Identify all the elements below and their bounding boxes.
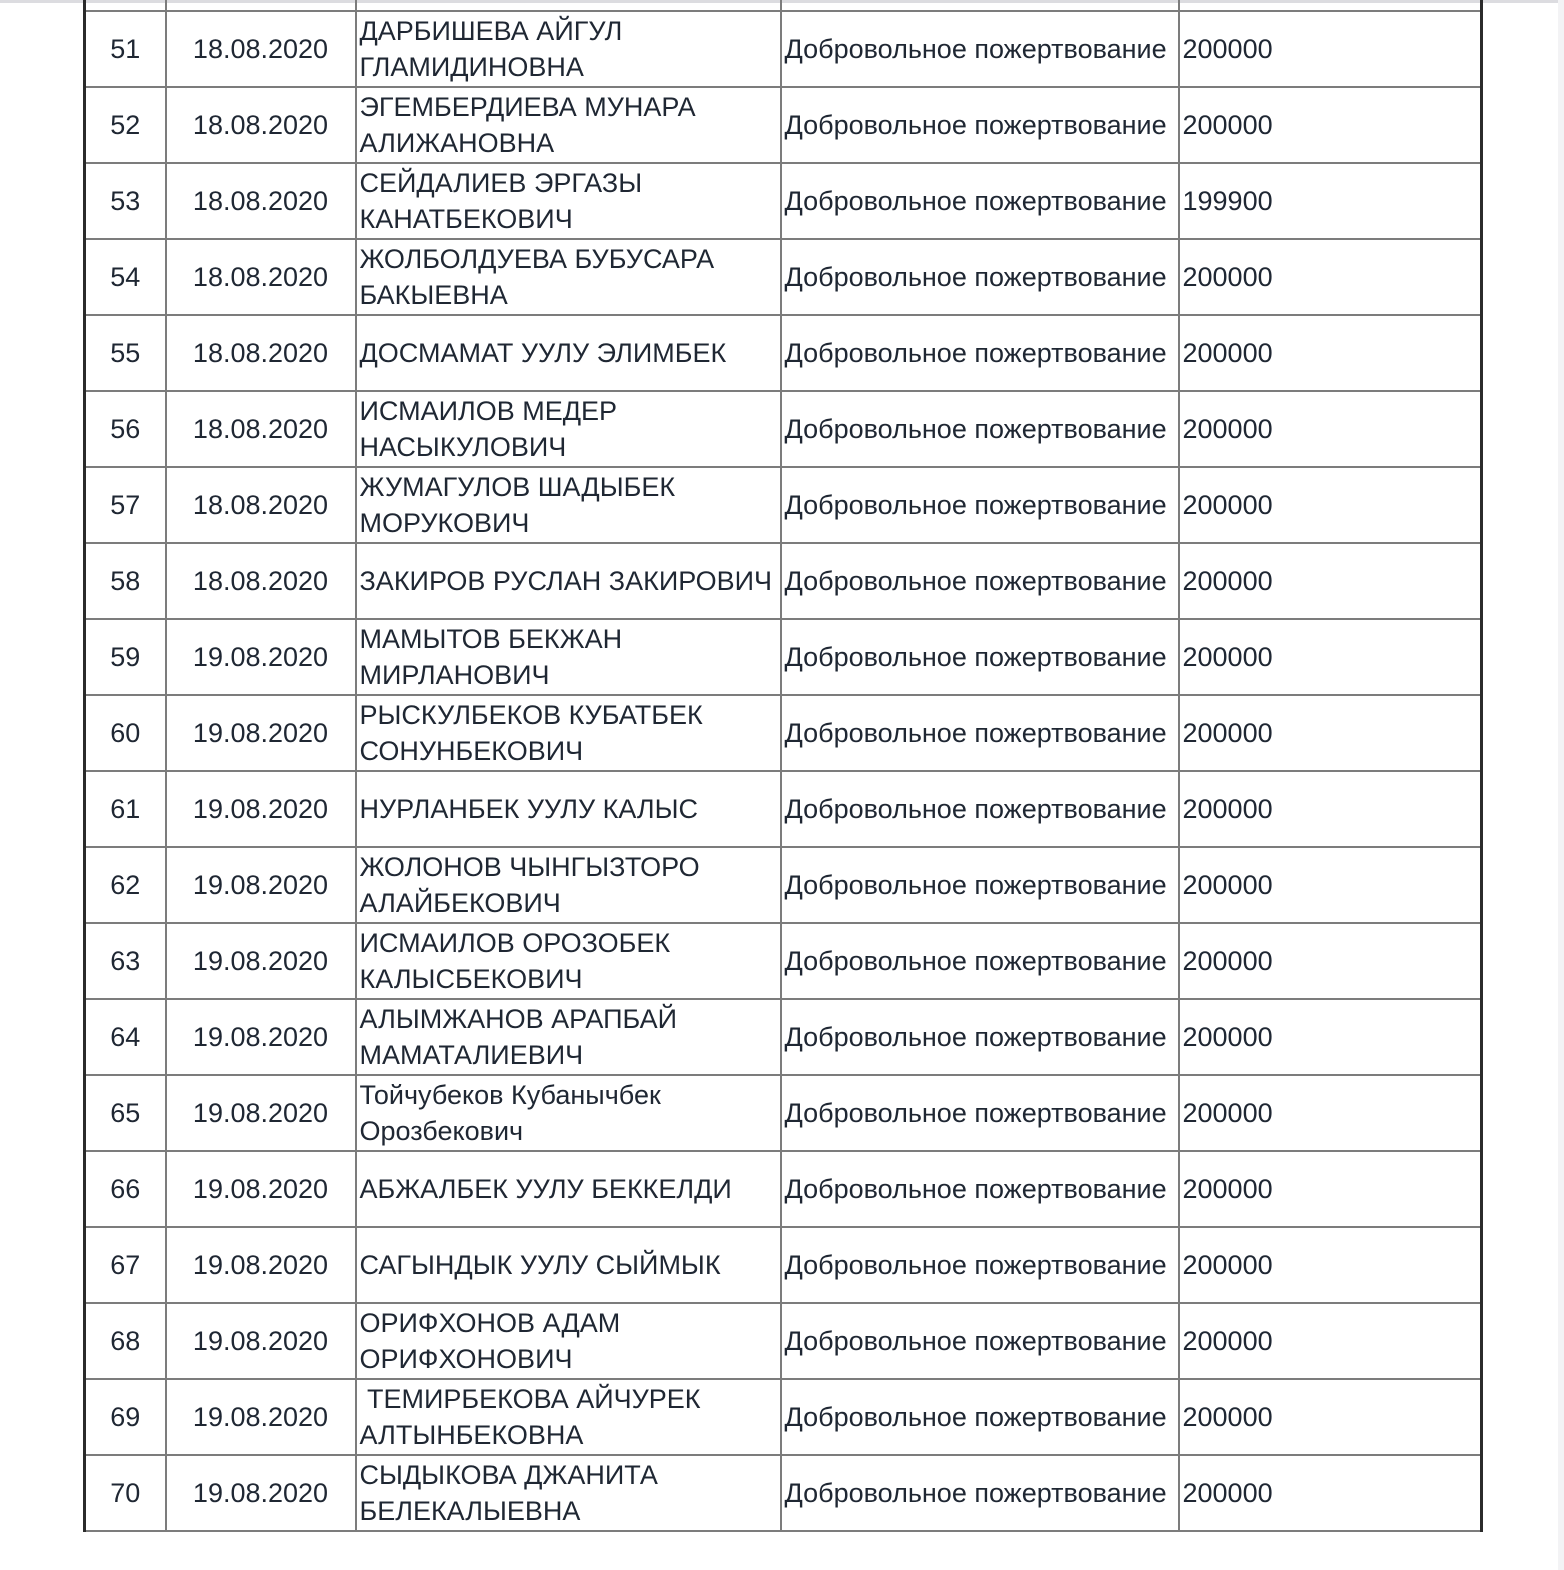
cell-name: ЖОЛБОЛДУЕВА БУБУСАРА БАКЫЕВНА bbox=[356, 239, 781, 315]
cell-type: Добровольное пожертвование bbox=[781, 1075, 1179, 1151]
cell-name: ЖУМАГУЛОВ ШАДЫБЕК МОРУКОВИЧ bbox=[356, 467, 781, 543]
cell-amount: 200000 bbox=[1179, 1075, 1482, 1151]
cell-date: 18.08.2020 bbox=[166, 239, 356, 315]
cell-amount: 200000 bbox=[1179, 1303, 1482, 1379]
table-row bbox=[85, 163, 1482, 239]
cell-amount: 200000 bbox=[1179, 467, 1482, 543]
cell-date: 18.08.2020 bbox=[166, 11, 356, 87]
cell-amount: 200000 bbox=[1179, 87, 1482, 163]
cell-amount: 200000 bbox=[1179, 1151, 1482, 1227]
table-row bbox=[85, 923, 1482, 999]
cell-name: ТЕМИРБЕКОВА АЙЧУРЕК АЛТЫНБЕКОВНА bbox=[356, 1379, 781, 1455]
cell-amount: 200000 bbox=[1179, 847, 1482, 923]
cell-type: Добровольное пожертвование bbox=[781, 771, 1179, 847]
cell-type: Добровольное пожертвование bbox=[781, 163, 1179, 239]
table-row bbox=[85, 999, 1482, 1075]
table-row bbox=[85, 1151, 1482, 1227]
cell-name: АБЖАЛБЕК УУЛУ БЕККЕЛДИ bbox=[356, 1151, 781, 1227]
cell-type: Добровольное пожертвование bbox=[781, 11, 1179, 87]
cell-name: ДОСМАМАТ УУЛУ ЭЛИМБЕК bbox=[356, 315, 781, 391]
cell-type: Добровольное пожертвование bbox=[781, 1379, 1179, 1455]
cell-type: Добровольное пожертвование bbox=[781, 239, 1179, 315]
cell-name: ДАРБИШЕВА АЙГУЛ ГЛАМИДИНОВНА bbox=[356, 11, 781, 87]
table-row bbox=[85, 467, 1482, 543]
cell-name: АЛЫМЖАНОВ АРАПБАЙ МАМАТАЛИЕВИЧ bbox=[356, 999, 781, 1075]
cell-number: 54 bbox=[85, 239, 166, 315]
table-row bbox=[85, 11, 1482, 87]
table-row bbox=[85, 695, 1482, 771]
cell-number: 62 bbox=[85, 847, 166, 923]
donations-table bbox=[83, 0, 1483, 1532]
table-row bbox=[85, 619, 1482, 695]
cell-name: ЗАКИРОВ РУСЛАН ЗАКИРОВИЧ bbox=[356, 543, 781, 619]
cell-date: 19.08.2020 bbox=[166, 1075, 356, 1151]
cell-number bbox=[85, 0, 166, 11]
cell-number: 56 bbox=[85, 391, 166, 467]
cell-name: РЫСКУЛБЕКОВ КУБАТБЕК СОНУНБЕКОВИЧ bbox=[356, 695, 781, 771]
cell-amount: 200000 bbox=[1179, 771, 1482, 847]
cell-number: 70 bbox=[85, 1455, 166, 1531]
cell-amount: 200000 bbox=[1179, 11, 1482, 87]
cell-date: 19.08.2020 bbox=[166, 999, 356, 1075]
cell-number: 67 bbox=[85, 1227, 166, 1303]
cell-type: Добровольное пожертвование bbox=[781, 467, 1179, 543]
cell-date: 18.08.2020 bbox=[166, 163, 356, 239]
cell-date: 19.08.2020 bbox=[166, 1303, 356, 1379]
table-row bbox=[85, 87, 1482, 163]
cell-number: 59 bbox=[85, 619, 166, 695]
cell-number: 69 bbox=[85, 1379, 166, 1455]
cell-type: Добровольное пожертвование bbox=[781, 1303, 1179, 1379]
cell-amount: 200000 bbox=[1179, 1379, 1482, 1455]
table-row bbox=[85, 1227, 1482, 1303]
cell-amount: 200000 bbox=[1179, 543, 1482, 619]
cell-name: ИСМАИЛОВ МЕДЕР НАСЫКУЛОВИЧ bbox=[356, 391, 781, 467]
cell-type: Добровольное пожертвование bbox=[781, 695, 1179, 771]
cell-date: 18.08.2020 bbox=[166, 543, 356, 619]
cell-number: 68 bbox=[85, 1303, 166, 1379]
table-row bbox=[85, 391, 1482, 467]
donations-table-body bbox=[85, 0, 1482, 1531]
cell-date: 19.08.2020 bbox=[166, 923, 356, 999]
cell-date: 18.08.2020 bbox=[166, 391, 356, 467]
cell-number: 51 bbox=[85, 11, 166, 87]
cell-number: 65 bbox=[85, 1075, 166, 1151]
cell-type: Добровольное пожертвование bbox=[781, 315, 1179, 391]
cell-amount: 200000 bbox=[1179, 1227, 1482, 1303]
cell-type: Добровольное пожертвование bbox=[781, 847, 1179, 923]
cell-name: НУРЛАНБЕК УУЛУ КАЛЫС bbox=[356, 771, 781, 847]
cell-number: 66 bbox=[85, 1151, 166, 1227]
scrollbar-track[interactable] bbox=[1558, 0, 1564, 1570]
cell-number: 58 bbox=[85, 543, 166, 619]
table-row bbox=[85, 1379, 1482, 1455]
cell-number: 61 bbox=[85, 771, 166, 847]
cell-name: ОРИФХОНОВ АДАМ ОРИФХОНОВИЧ bbox=[356, 1303, 781, 1379]
cell-type: Добровольное пожертвование bbox=[781, 999, 1179, 1075]
table-row bbox=[85, 315, 1482, 391]
table-row bbox=[85, 543, 1482, 619]
table-row bbox=[85, 771, 1482, 847]
table-row bbox=[85, 1455, 1482, 1531]
cell-name: ЭГЕМБЕРДИЕВА МУНАРА АЛИЖАНОВНА bbox=[356, 87, 781, 163]
cell-name: Тойчубеков Кубанычбек Орозбекович bbox=[356, 1075, 781, 1151]
cell-amount: 200000 bbox=[1179, 999, 1482, 1075]
cell-date: 19.08.2020 bbox=[166, 1379, 356, 1455]
cell-amount: 200000 bbox=[1179, 695, 1482, 771]
cell-date: 19.08.2020 bbox=[166, 1227, 356, 1303]
cell-type: Добровольное пожертвование bbox=[781, 391, 1179, 467]
cell-date: 19.08.2020 bbox=[166, 847, 356, 923]
table-row bbox=[85, 239, 1482, 315]
cell-number: 53 bbox=[85, 163, 166, 239]
cell-number: 52 bbox=[85, 87, 166, 163]
cell-number: 60 bbox=[85, 695, 166, 771]
cell-type: Добровольное пожертвование bbox=[781, 923, 1179, 999]
cell-type: Добровольное пожертвование bbox=[781, 1455, 1179, 1531]
cell-name: САГЫНДЫК УУЛУ СЫЙМЫК bbox=[356, 1227, 781, 1303]
cell-name: СЕЙДАЛИЕВ ЭРГАЗЫ КАНАТБЕКОВИЧ bbox=[356, 163, 781, 239]
table-row-partial bbox=[85, 0, 1482, 11]
cell-amount: 200000 bbox=[1179, 619, 1482, 695]
cell-amount: 199900 bbox=[1179, 163, 1482, 239]
cell-date: 19.08.2020 bbox=[166, 695, 356, 771]
cell-type: Добровольное пожертвование bbox=[781, 87, 1179, 163]
cell-name bbox=[356, 0, 781, 11]
cell-amount: 200000 bbox=[1179, 923, 1482, 999]
cell-type: Добровольное пожертвование bbox=[781, 543, 1179, 619]
table-row bbox=[85, 1303, 1482, 1379]
cell-type: Добровольное пожертвование bbox=[781, 619, 1179, 695]
cell-name: СЫДЫКОВА ДЖАНИТА БЕЛЕКАЛЫЕВНА bbox=[356, 1455, 781, 1531]
cell-date: 18.08.2020 bbox=[166, 315, 356, 391]
cell-date bbox=[166, 0, 356, 11]
cell-date: 18.08.2020 bbox=[166, 87, 356, 163]
cell-date: 19.08.2020 bbox=[166, 1455, 356, 1531]
cell-number: 63 bbox=[85, 923, 166, 999]
cell-number: 64 bbox=[85, 999, 166, 1075]
cell-name: ЖОЛОНОВ ЧЫНГЫЗТОРО АЛАЙБЕКОВИЧ bbox=[356, 847, 781, 923]
cell-name: ИСМАИЛОВ ОРОЗОБЕК КАЛЫСБЕКОВИЧ bbox=[356, 923, 781, 999]
cell-type bbox=[781, 0, 1179, 11]
table-row bbox=[85, 1075, 1482, 1151]
cell-type: Добровольное пожертвование bbox=[781, 1227, 1179, 1303]
cell-date: 18.08.2020 bbox=[166, 467, 356, 543]
cell-amount: 200000 bbox=[1179, 315, 1482, 391]
cell-date: 19.08.2020 bbox=[166, 1151, 356, 1227]
cell-name: МАМЫТОВ БЕКЖАН МИРЛАНОВИЧ bbox=[356, 619, 781, 695]
cell-amount: 200000 bbox=[1179, 1455, 1482, 1531]
cell-date: 19.08.2020 bbox=[166, 771, 356, 847]
donations-table-container bbox=[83, 0, 1480, 1532]
cell-date: 19.08.2020 bbox=[166, 619, 356, 695]
table-row bbox=[85, 847, 1482, 923]
cell-amount: 200000 bbox=[1179, 391, 1482, 467]
cell-type: Добровольное пожертвование bbox=[781, 1151, 1179, 1227]
cell-amount: 200000 bbox=[1179, 239, 1482, 315]
cell-number: 57 bbox=[85, 467, 166, 543]
cell-amount bbox=[1179, 0, 1482, 11]
cell-number: 55 bbox=[85, 315, 166, 391]
